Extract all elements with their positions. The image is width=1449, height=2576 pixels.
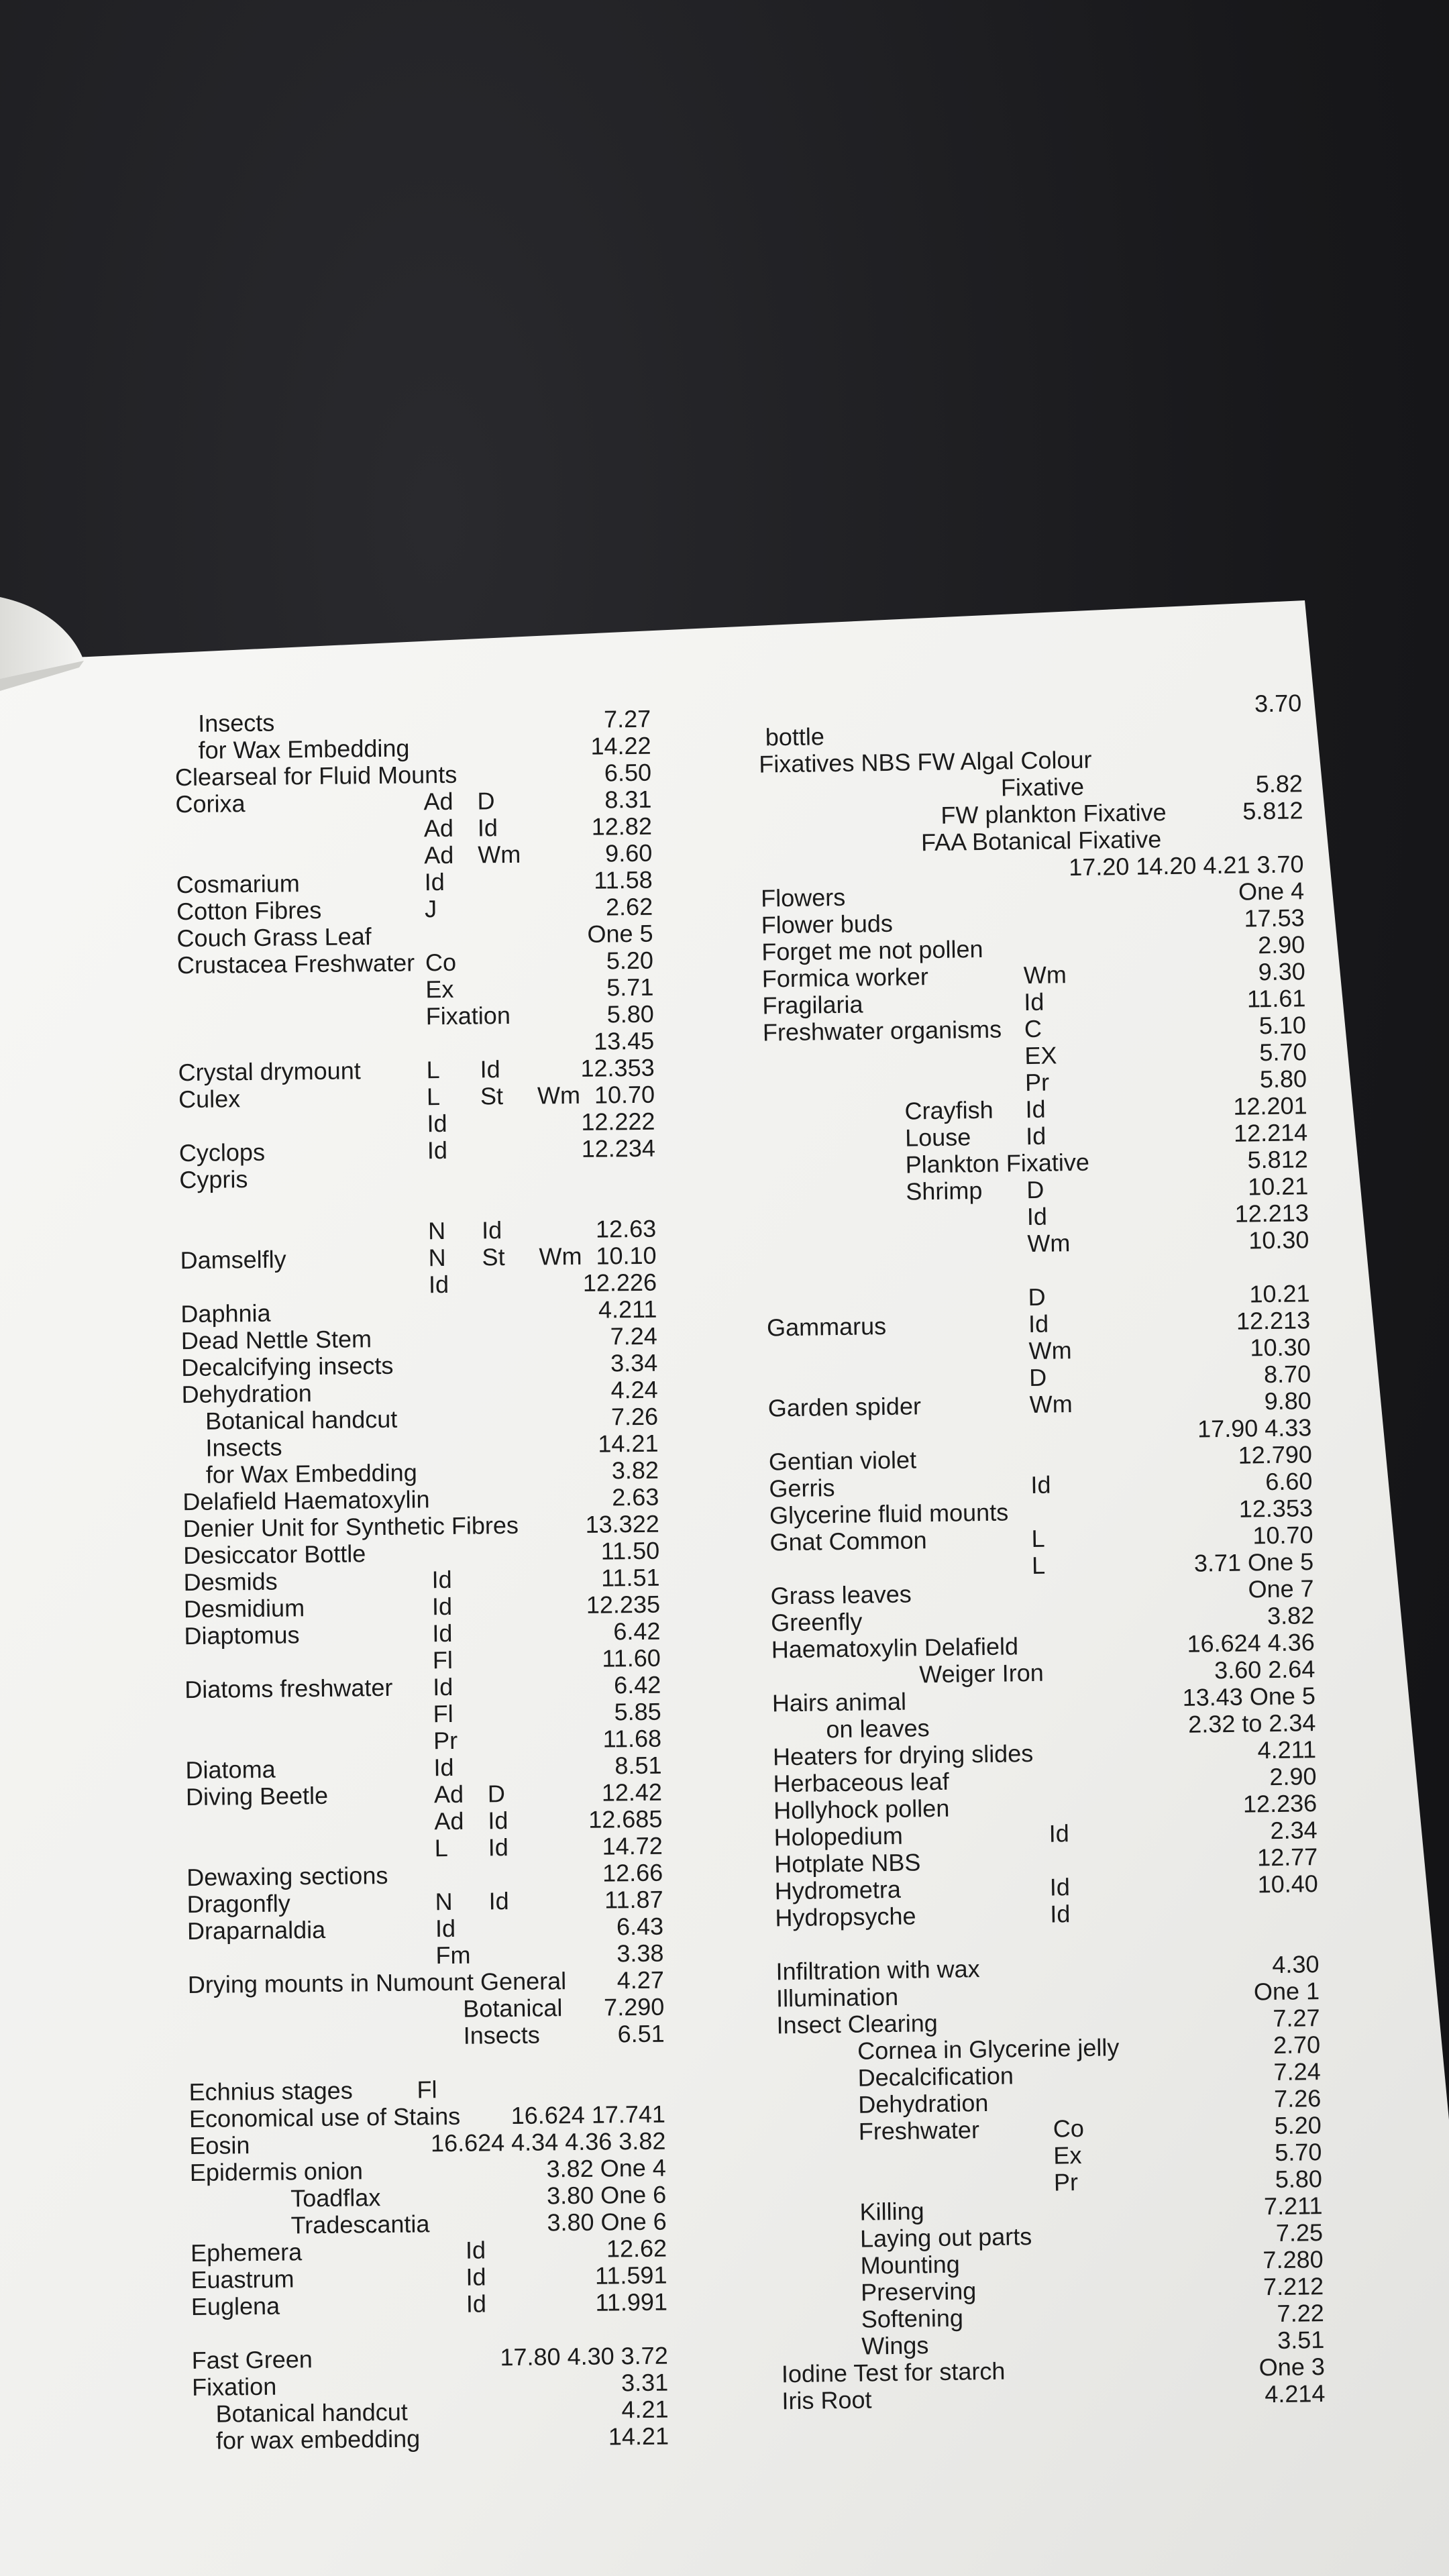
index-text: Fixation bbox=[425, 1001, 511, 1030]
index-text: Cotton Fibres bbox=[176, 896, 322, 926]
index-reference: 5.70 bbox=[1259, 1038, 1307, 1067]
index-text: Gammarus bbox=[766, 1312, 887, 1342]
index-text: Desmidium bbox=[183, 1594, 305, 1623]
left-index-column bbox=[121, 704, 756, 2455]
index-text: Wm bbox=[478, 840, 521, 869]
index-text: Ad bbox=[434, 1807, 464, 1835]
index-text: Insects bbox=[205, 1433, 282, 1462]
index-text: Flowers bbox=[760, 883, 846, 912]
index-text: D bbox=[1028, 1363, 1047, 1392]
index-text: Id bbox=[435, 1914, 456, 1943]
index-reference: 11.50 bbox=[600, 1536, 660, 1565]
index-text: Cyclops bbox=[178, 1138, 266, 1167]
index-text: St bbox=[480, 1082, 504, 1110]
index-reference: 6.50 bbox=[604, 758, 652, 787]
index-reference: 3.82 bbox=[611, 1456, 659, 1485]
index-reference: 5.85 bbox=[614, 1697, 661, 1726]
index-text: Cosmarium bbox=[176, 869, 300, 899]
index-reference: 17.20 14.20 4.21 3.70 bbox=[1068, 850, 1304, 881]
index-reference: 2.32 to 2.34 bbox=[1187, 1709, 1316, 1738]
index-text: C bbox=[1024, 1014, 1042, 1043]
index-text: Delafield Haematoxylin bbox=[182, 1485, 430, 1516]
index-reference: 5.812 bbox=[1242, 796, 1303, 825]
index-reference: 11.58 bbox=[594, 865, 653, 894]
index-text: Id bbox=[1049, 1873, 1071, 1901]
index-reference: 11.87 bbox=[604, 1885, 663, 1914]
index-text: Diving Beetle bbox=[185, 1781, 329, 1811]
index-reference: 4.211 bbox=[1257, 1735, 1317, 1764]
index-text: D bbox=[487, 1780, 506, 1808]
index-text: N bbox=[435, 1887, 453, 1916]
index-text: Hairs animal bbox=[771, 1687, 907, 1717]
index-reference: 17.80 4.30 3.72 bbox=[500, 2341, 668, 2371]
index-reference: 13.43 One 5 bbox=[1182, 1682, 1316, 1711]
index-reference: 11.51 bbox=[600, 1563, 660, 1592]
index-text: Id bbox=[427, 1136, 448, 1165]
index-text: for Wax Embedding bbox=[198, 734, 410, 764]
index-reference: 2.34 bbox=[1270, 1816, 1318, 1845]
index-text: Id bbox=[1025, 1095, 1046, 1124]
index-text: Id bbox=[433, 1753, 454, 1782]
index-text: Id bbox=[1028, 1309, 1049, 1338]
index-reference: 12.201 bbox=[1233, 1091, 1307, 1120]
index-reference: 7.25 bbox=[1275, 2218, 1324, 2247]
index-text: Wm bbox=[1023, 961, 1067, 989]
index-text: Weiger Iron bbox=[919, 1658, 1044, 1688]
index-reference: 6.42 bbox=[613, 1670, 661, 1699]
index-reference: 7.26 bbox=[610, 1402, 659, 1431]
index-reference: 3.34 bbox=[610, 1348, 658, 1377]
index-reference: One 1 bbox=[1253, 1977, 1320, 2006]
index-reference: 3.70 bbox=[1254, 689, 1302, 718]
index-reference: 12.214 bbox=[1233, 1118, 1308, 1147]
index-text: Diatoma bbox=[185, 1755, 276, 1784]
index-reference: 12.222 bbox=[581, 1107, 655, 1136]
index-text: Tradescantia bbox=[290, 2210, 430, 2239]
index-text: for Wax Embedding bbox=[205, 1458, 417, 1489]
index-text: Draparnaldia bbox=[186, 1915, 326, 1945]
index-text: Culex bbox=[178, 1085, 241, 1114]
index-reference: 12.82 bbox=[591, 812, 653, 841]
index-reference: 4.214 bbox=[1265, 2379, 1326, 2408]
index-text: Dead Nettle Stem bbox=[180, 1325, 372, 1355]
index-text: Fixative bbox=[1000, 772, 1085, 802]
index-reference: 3.71 One 5 bbox=[1193, 1548, 1314, 1577]
index-text: Id bbox=[481, 1216, 502, 1244]
index-reference: 10.70 bbox=[594, 1080, 655, 1109]
index-text: Id bbox=[1049, 1819, 1070, 1847]
index-reference: 14.21 bbox=[598, 1429, 659, 1458]
index-reference: 2.90 bbox=[1269, 1762, 1317, 1791]
index-text: Holopedium bbox=[773, 1821, 904, 1851]
index-text: Freshwater organisms bbox=[762, 1015, 1002, 1046]
index-text: Softening bbox=[861, 2304, 964, 2333]
index-text: N bbox=[427, 1216, 446, 1245]
index-reference: 10.10 bbox=[596, 1241, 657, 1270]
index-text: L bbox=[426, 1056, 440, 1084]
index-reference: 5.812 bbox=[1247, 1145, 1308, 1174]
index-reference: 4.30 bbox=[1272, 1950, 1320, 1979]
index-text: Wm bbox=[539, 1242, 582, 1271]
index-text: Pr bbox=[1024, 1068, 1050, 1097]
index-text: Fixation bbox=[191, 2372, 277, 2402]
index-text: Botanical bbox=[463, 1994, 563, 2023]
index-reference: 12.66 bbox=[602, 1858, 663, 1887]
index-text: Id bbox=[432, 1619, 453, 1648]
index-text: Cypris bbox=[179, 1165, 248, 1194]
index-reference: 7.212 bbox=[1263, 2272, 1324, 2301]
index-text: Denier Unit for Synthetic Fibres bbox=[182, 1511, 519, 1543]
index-reference: 3.51 bbox=[1277, 2326, 1325, 2355]
index-reference: 12.63 bbox=[595, 1214, 657, 1243]
index-text: on leaves bbox=[826, 1714, 930, 1743]
index-reference: 6.51 bbox=[617, 2019, 665, 2048]
index-reference: 11.61 bbox=[1246, 984, 1306, 1013]
index-reference: 7.24 bbox=[1273, 2057, 1321, 2086]
index-text: Co bbox=[425, 948, 457, 977]
index-reference: 3.80 One 6 bbox=[546, 2180, 667, 2210]
index-reference: 12.213 bbox=[1236, 1306, 1311, 1335]
index-reference: 7.26 bbox=[1273, 2084, 1322, 2113]
index-text: Id bbox=[431, 1565, 452, 1594]
index-text: D bbox=[1026, 1175, 1044, 1204]
index-text: Id bbox=[488, 1887, 509, 1915]
index-reference: 5.80 bbox=[1275, 2165, 1323, 2194]
index-text: Euglena bbox=[191, 2292, 280, 2321]
index-reference: 7.280 bbox=[1263, 2245, 1324, 2274]
index-text: Diatoms freshwater bbox=[184, 1673, 393, 1704]
index-text: Fl bbox=[432, 1646, 453, 1674]
index-reference: 16.624 4.36 bbox=[1187, 1628, 1316, 1658]
index-reference: 2.63 bbox=[612, 1483, 659, 1511]
index-text: Economical use of Stains bbox=[189, 2102, 461, 2133]
index-text: Botanical handcut bbox=[205, 1405, 398, 1435]
index-reference: 11.68 bbox=[602, 1724, 662, 1753]
index-text: Id bbox=[488, 1833, 509, 1862]
index-reference: 4.21 bbox=[621, 2395, 669, 2424]
index-text: Drying mounts in Numount General bbox=[187, 1967, 567, 1999]
index-reference: 12.226 bbox=[582, 1268, 657, 1297]
index-reference: One 7 bbox=[1248, 1574, 1314, 1603]
index-text: Killing bbox=[859, 2197, 924, 2226]
index-reference: 13.45 bbox=[593, 1026, 655, 1055]
index-reference: 17.53 bbox=[1244, 904, 1305, 932]
index-text: Ephemera bbox=[190, 2238, 303, 2267]
index-reference: 5.80 bbox=[1259, 1065, 1307, 1093]
index-text: Freshwater bbox=[858, 2116, 980, 2145]
index-reference: 12.77 bbox=[1256, 1843, 1318, 1872]
index-reference: 5.82 bbox=[1255, 769, 1303, 798]
index-reference: 11.991 bbox=[595, 2288, 668, 2316]
index-text: Mounting bbox=[860, 2250, 961, 2279]
index-text: Iodine Test for starch bbox=[781, 2357, 1006, 2388]
index-text: Greenfly bbox=[770, 1607, 863, 1637]
index-text: Iris Root bbox=[782, 2385, 872, 2415]
index-reference: 12.790 bbox=[1238, 1440, 1313, 1469]
index-text: Id bbox=[433, 1672, 453, 1701]
index-reference: 10.70 bbox=[1252, 1521, 1313, 1550]
index-reference: 12.353 bbox=[580, 1053, 655, 1082]
index-text: EX bbox=[1024, 1041, 1057, 1070]
index-text: Id bbox=[1050, 1900, 1071, 1928]
index-text: Plankton Fixative bbox=[905, 1148, 1090, 1179]
index-reference: One 3 bbox=[1258, 2353, 1326, 2381]
index-text: Hollyhock pollen bbox=[773, 1794, 950, 1825]
index-text: Id bbox=[1026, 1202, 1048, 1231]
index-text: Louse bbox=[904, 1123, 971, 1152]
index-text: St bbox=[482, 1243, 505, 1271]
index-text: Botanical handcut bbox=[215, 2398, 409, 2428]
index-text: Id bbox=[424, 867, 445, 896]
index-text: Insects bbox=[463, 2021, 540, 2049]
index-text: Gentian violet bbox=[768, 1446, 917, 1476]
index-text: Insects bbox=[197, 708, 275, 737]
index-reference: 12.236 bbox=[1242, 1789, 1318, 1818]
index-text: Clearseal for Fluid Mounts bbox=[174, 760, 458, 792]
index-reference: 12.42 bbox=[601, 1778, 663, 1807]
index-reference: 5.71 bbox=[606, 973, 654, 1002]
index-text: Fixatives NBS FW Algal Colour bbox=[759, 745, 1092, 778]
index-text: Pr bbox=[433, 1726, 458, 1755]
index-text: Dehydration bbox=[181, 1379, 313, 1409]
index-reference: 7.27 bbox=[1273, 2004, 1320, 2033]
index-reference: 8.31 bbox=[604, 785, 652, 814]
index-text: Id bbox=[488, 1807, 508, 1835]
index-reference: 10.21 bbox=[1247, 1172, 1309, 1201]
index-reference: 7.211 bbox=[1263, 2192, 1323, 2220]
index-text: Daphnia bbox=[180, 1299, 271, 1328]
index-text: FAA Botanical Fixative bbox=[920, 825, 1162, 857]
index-reference: 8.70 bbox=[1263, 1360, 1311, 1389]
index-text: Id bbox=[465, 2236, 486, 2264]
index-text: J bbox=[424, 895, 437, 923]
index-text: Infiltration with wax bbox=[775, 1955, 980, 1986]
index-reference: 3.31 bbox=[621, 2368, 669, 2397]
index-text: Garden spider bbox=[767, 1392, 922, 1422]
index-text: L bbox=[1031, 1524, 1045, 1553]
index-text: Decalcifying insects bbox=[181, 1351, 394, 1382]
right-index-column bbox=[738, 689, 1406, 2415]
index-text: Wm bbox=[1028, 1336, 1072, 1365]
index-reference: 6.60 bbox=[1265, 1467, 1313, 1496]
index-reference: 4.211 bbox=[598, 1295, 657, 1324]
index-text: Echnius stages bbox=[189, 2076, 353, 2106]
index-reference: 12.685 bbox=[588, 1805, 663, 1833]
index-reference: 5.70 bbox=[1274, 2138, 1322, 2167]
index-text: Herbaceous leaf bbox=[773, 1767, 950, 1798]
index-text: FW plankton Fixative bbox=[941, 798, 1167, 829]
index-text: Fm bbox=[435, 1941, 471, 1970]
index-text: Dragonfly bbox=[186, 1889, 290, 1919]
index-text: Decalcification bbox=[857, 2061, 1014, 2092]
index-text: Wings bbox=[861, 2331, 929, 2360]
index-text: Grass leaves bbox=[770, 1580, 912, 1610]
index-text: Wm bbox=[537, 1081, 581, 1110]
index-reference: 2.70 bbox=[1273, 2031, 1321, 2059]
index-reference: 3.38 bbox=[616, 1939, 664, 1968]
index-reference: 2.62 bbox=[605, 892, 653, 921]
index-text: Id bbox=[466, 2290, 487, 2318]
index-reference: 4.27 bbox=[616, 1966, 665, 1994]
index-text: Insect Clearing bbox=[776, 2009, 938, 2039]
index-text: Euastrum bbox=[191, 2265, 294, 2294]
index-text: Crustacea Freshwater bbox=[176, 949, 415, 979]
index-text: Illumination bbox=[775, 1982, 899, 2012]
index-text: Formica worker bbox=[761, 963, 929, 993]
index-text: Id bbox=[466, 2263, 486, 2291]
index-text: Id bbox=[1024, 987, 1044, 1016]
index-reference: 12.213 bbox=[1234, 1199, 1309, 1228]
index-text: Epidermis onion bbox=[189, 2157, 364, 2187]
index-reference: 12.62 bbox=[606, 2234, 667, 2263]
index-text: Crayfish bbox=[904, 1095, 994, 1125]
index-reference: 10.30 bbox=[1250, 1333, 1311, 1362]
index-text: Haematoxylin Delafield bbox=[771, 1632, 1019, 1664]
index-text: Id bbox=[1025, 1122, 1046, 1150]
index-text: Fast Green bbox=[191, 2345, 313, 2375]
index-reference: 13.322 bbox=[585, 1509, 659, 1538]
index-reference: 14.22 bbox=[590, 731, 651, 760]
index-reference: 8.51 bbox=[614, 1751, 662, 1780]
index-text: Dehydration bbox=[858, 2088, 989, 2118]
index-text: Ex bbox=[425, 975, 454, 1004]
index-reference: 5.20 bbox=[606, 946, 654, 975]
index-reference: 17.90 4.33 bbox=[1197, 1413, 1312, 1443]
index-text: Preserving bbox=[860, 2277, 977, 2306]
index-reference: 7.24 bbox=[610, 1322, 658, 1350]
index-text: Ex bbox=[1053, 2141, 1082, 2169]
index-text: Gerris bbox=[769, 1474, 835, 1503]
index-text: Co bbox=[1053, 2114, 1085, 2143]
index-reference: 7.27 bbox=[603, 704, 651, 733]
index-text: Id bbox=[477, 814, 498, 842]
index-text: Ad bbox=[433, 1780, 464, 1809]
index-text: Eosin bbox=[189, 2131, 250, 2160]
index-text: D bbox=[1028, 1283, 1046, 1311]
index-reference: 5.80 bbox=[606, 1000, 654, 1028]
index-text: Couch Grass Leaf bbox=[176, 922, 372, 953]
index-text: Ad bbox=[423, 787, 453, 816]
index-text: Diaptomus bbox=[184, 1621, 300, 1650]
index-reference: 12.234 bbox=[581, 1134, 656, 1163]
index-reference: 3.60 2.64 bbox=[1214, 1655, 1316, 1684]
index-text: bottle bbox=[765, 722, 825, 751]
index-reference: 3.82 One 4 bbox=[546, 2153, 666, 2183]
index-reference: 14.72 bbox=[602, 1831, 663, 1860]
index-text: Corixa bbox=[175, 790, 246, 818]
index-text: Hotplate NBS bbox=[773, 1848, 921, 1878]
index-reference: 5.20 bbox=[1274, 2111, 1322, 2140]
index-text: L bbox=[1031, 1551, 1046, 1580]
index-reference: 16.624 17.741 bbox=[511, 2100, 666, 2130]
index-reference: 11.60 bbox=[602, 1644, 661, 1672]
index-reference: 10.21 bbox=[1249, 1279, 1310, 1308]
index-text: Wm bbox=[1027, 1229, 1071, 1258]
index-reference: 12.353 bbox=[1238, 1494, 1313, 1523]
index-text: for wax embedding bbox=[215, 2424, 421, 2455]
index-reference: 3.80 One 6 bbox=[547, 2207, 667, 2237]
index-text: Desiccator Bottle bbox=[182, 1540, 366, 1570]
index-text: L bbox=[426, 1083, 441, 1111]
index-reference: 16.624 4.34 4.36 3.82 bbox=[430, 2127, 666, 2157]
index-text: Id bbox=[428, 1270, 449, 1299]
index-text: D bbox=[477, 787, 495, 815]
index-text: Glycerine fluid mounts bbox=[769, 1498, 1009, 1529]
index-reference: 11.591 bbox=[594, 2261, 667, 2290]
index-text: Dewaxing sections bbox=[186, 1861, 388, 1892]
index-reference: 10.30 bbox=[1248, 1226, 1309, 1254]
index-text: Flower buds bbox=[761, 909, 894, 939]
index-reference: 6.43 bbox=[616, 1912, 664, 1941]
index-reference: 4.24 bbox=[610, 1375, 658, 1404]
index-reference: 14.21 bbox=[608, 2422, 669, 2451]
index-text: Laying out parts bbox=[859, 2222, 1032, 2253]
index-reference: 9.30 bbox=[1258, 957, 1306, 986]
index-text: Id bbox=[431, 1592, 453, 1621]
index-reference: 5.10 bbox=[1258, 1011, 1307, 1040]
index-text: Fl bbox=[417, 2076, 437, 2104]
index-reference: One 5 bbox=[587, 919, 653, 948]
index-reference: 10.40 bbox=[1257, 1870, 1319, 1898]
index-text: Crystal drymount bbox=[178, 1057, 361, 1087]
index-text: Ad bbox=[423, 814, 454, 843]
index-text: Desmids bbox=[183, 1567, 278, 1597]
index-text: Ad bbox=[424, 841, 454, 869]
index-text: Cornea in Glycerine jelly bbox=[857, 2033, 1120, 2065]
index-text: Id bbox=[480, 1055, 500, 1083]
index-text: Shrimp bbox=[906, 1176, 983, 1205]
index-reference: 7.22 bbox=[1277, 2299, 1324, 2328]
index-text: Toadflax bbox=[290, 2184, 381, 2212]
index-text: N bbox=[428, 1243, 446, 1272]
index-reference: 7.290 bbox=[603, 1992, 665, 2021]
index-text: Fragilaria bbox=[762, 990, 863, 1020]
index-text: Wm bbox=[1029, 1390, 1073, 1419]
index-text: Id bbox=[427, 1109, 447, 1138]
index-text: Hydropsyche bbox=[775, 1902, 916, 1932]
index-text: Fl bbox=[433, 1699, 453, 1728]
index-reference: 2.90 bbox=[1257, 930, 1305, 959]
index-text: L bbox=[434, 1833, 449, 1862]
index-reference: 9.80 bbox=[1264, 1387, 1311, 1415]
index-reference: One 4 bbox=[1238, 877, 1305, 906]
index-text: Hydrometra bbox=[774, 1875, 902, 1905]
index-text: Forget me not pollen bbox=[761, 934, 983, 966]
index-reference: 6.42 bbox=[613, 1617, 661, 1646]
index-text: Gnat Common bbox=[769, 1526, 927, 1556]
index-text: Id bbox=[1030, 1470, 1051, 1499]
index-text: Damselfly bbox=[180, 1245, 286, 1275]
index-reference: 9.60 bbox=[604, 839, 653, 867]
index-text: Heaters for drying slides bbox=[772, 1739, 1034, 1771]
index-reference: 12.235 bbox=[586, 1590, 661, 1619]
index-text: Pr bbox=[1053, 2168, 1079, 2196]
index-reference: 3.82 bbox=[1267, 1601, 1315, 1630]
